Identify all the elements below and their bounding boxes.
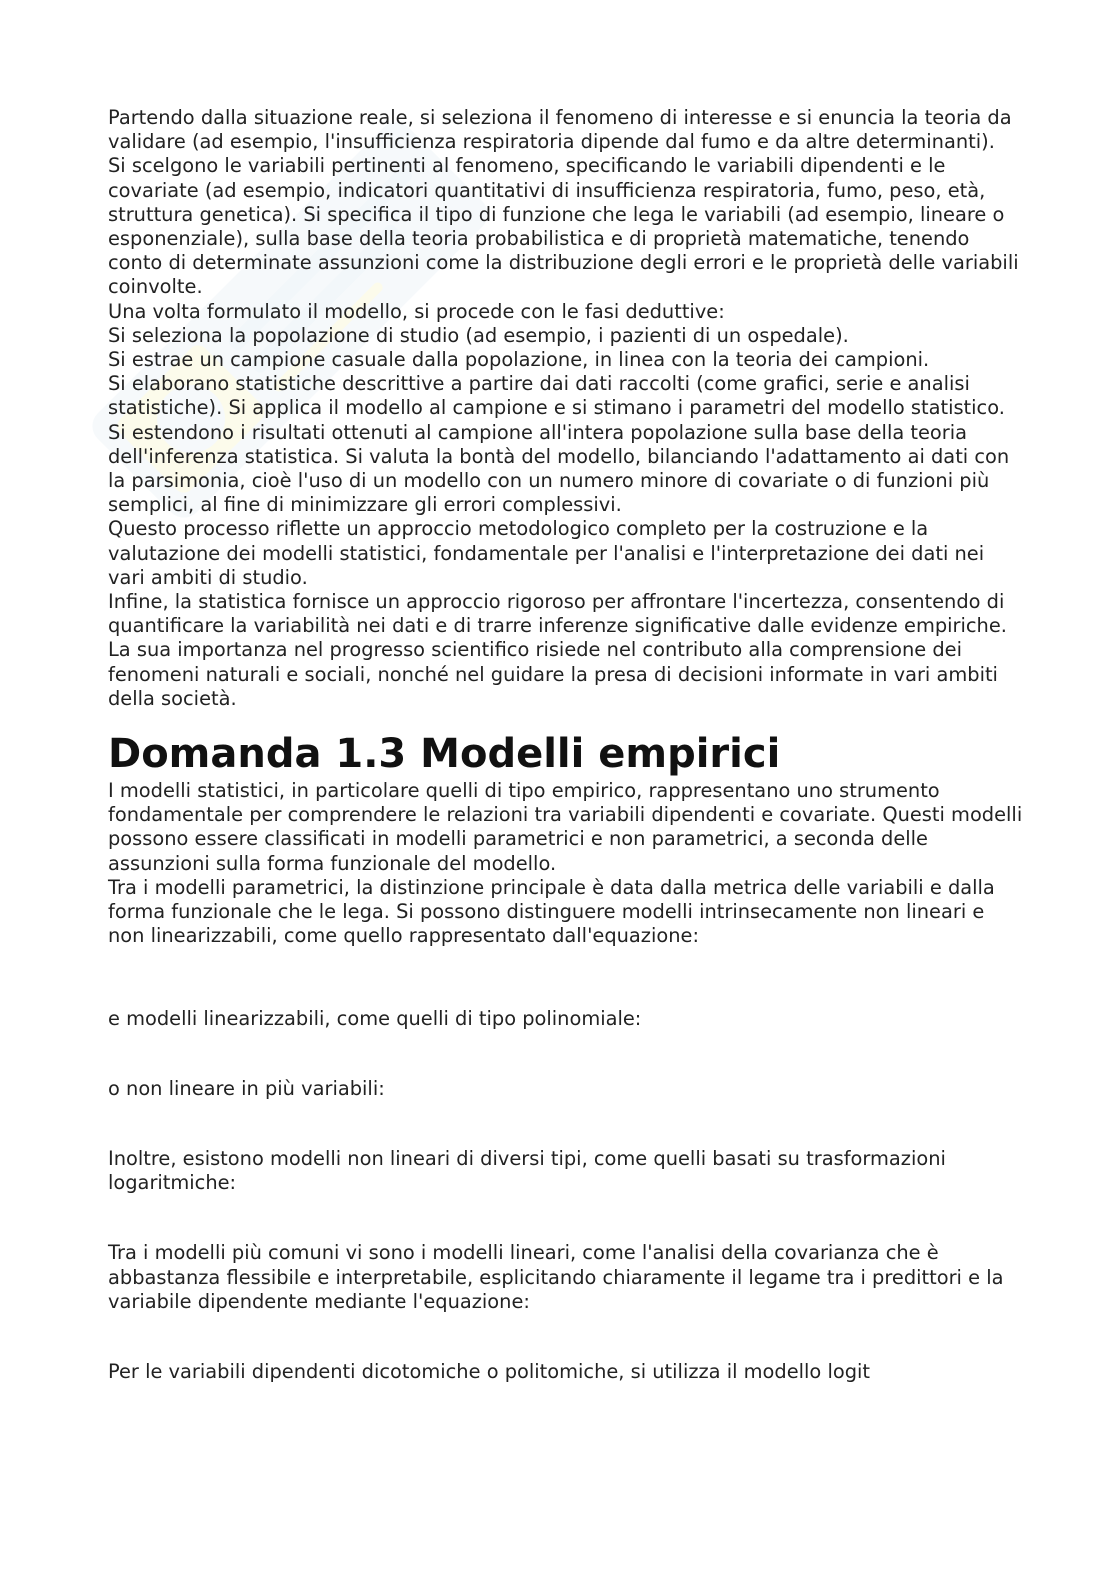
equation-placeholder xyxy=(108,1195,1023,1241)
paragraph: Inoltre, esistono modelli non lineari di diversi tipi, come quelli basati su trasformazioni logaritmiche: xyxy=(108,1146,946,1195)
equation-placeholder xyxy=(108,1314,1023,1360)
equation-placeholder xyxy=(108,949,1023,1007)
equation-placeholder xyxy=(108,1101,1023,1147)
paragraph: o non lineare in più variabili: xyxy=(108,1076,385,1100)
paragraph: Si estrae un campione casuale dalla popolazione, in linea con la teoria dei campioni. xyxy=(108,348,930,372)
section-heading: Domanda 1.3 Modelli empirici xyxy=(108,731,781,778)
equation-placeholder xyxy=(108,1031,1023,1077)
paragraph: Si seleziona la popolazione di studio (ad esempio, i pazienti di un ospedale). xyxy=(108,323,849,347)
paragraph: Partendo dalla situazione reale, si seleziona il fenomeno di interesse e si enuncia la teoria da validare (ad esempio, l'insufficienza respiratoria dipende dal fumo e da altre determinanti). xyxy=(108,106,1012,154)
paragraph: Si estendono i risultati ottenuti al campione all'intera popolazione sulla base della teoria dell'inferenza statistica. Si valuta la bontà del modello, bilanciando l'adattamento ai dati con la parsimonia, cioè l'uso di un modello con un numero minore di covariate o di funzioni più semplici, al fine di minimizzare gli errori complessivi. xyxy=(108,420,1010,517)
paragraph: Tra i modelli parametrici, la distinzione principale è data dalla metrica delle variabili e dalla forma funzionale che le lega. Si possono distinguere modelli intrinsecamente non lineari e non linearizzabili, come quello rappresentato dall'equazione: xyxy=(108,875,995,948)
paragraph: I modelli statistici, in particolare quelli di tipo empirico, rappresentano uno strumento fondamentale per comprendere le relazioni tra variabili dipendenti e covariate. Questi modelli possono essere classificati in modelli parametrici e non parametrici, a seconda delle assunzioni sulla forma funzionale del modello. xyxy=(108,779,1023,875)
paragraph: Una volta formulato il modello, si procede con le fasi deduttive: xyxy=(108,299,725,323)
paragraph: Si elaborano statistiche descrittive a partire dai dati raccolti (come grafici, serie e analisi statistiche). Si applica il modello al campione e si stimano i parametri del modello statistico. xyxy=(108,372,1005,420)
paragraph: Per le variabili dipendenti dicotomiche o politomiche, si utilizza il modello logit xyxy=(108,1359,871,1383)
paragraph: e modelli linearizzabili, come quelli di tipo polinomiale: xyxy=(108,1006,642,1030)
document-body xyxy=(108,106,1023,1384)
paragraph: Si scelgono le variabili pertinenti al fenomeno, specificando le variabili dipendenti e le covariate (ad esempio, indicatori quantitativi di insufficienza respiratoria, fumo, peso, età, struttura genetica). Si specifica il tipo di funzione che lega le variabili (ad esempio, lineare o esponenziale), sulla base della teoria probabilistica e di proprietà matematiche, tenendo conto di determinate assunzioni come la distribuzione degli errori e le proprietà delle variabili coinvolte. xyxy=(108,154,1019,299)
paragraph: Questo processo riflette un approccio metodologico completo per la costruzione e la valutazione dei modelli statistici, fondamentale per l'analisi e l'interpretazione dei dati nei vari ambiti di studio. xyxy=(108,517,985,589)
paragraph: Tra i modelli più comuni vi sono i modelli lineari, come l'analisi della covarianza che è abbastanza flessibile e interpretabile, esplicitando chiaramente il legame tra i predittori e la variabile dipendente mediante l'equazione: xyxy=(108,1241,1004,1313)
paragraph: Infine, la statistica fornisce un approccio rigoroso per affrontare l'incertezza, consentendo di quantificare la variabilità nei dati e di trarre inferenze significative dalle evidenze empiriche. La sua importanza nel progresso scientifico risiede nel contributo alla comprensione dei fenomeni naturali e sociali, nonché nel guidare la presa di decisioni informate in vari ambiti della società. xyxy=(108,590,1007,710)
